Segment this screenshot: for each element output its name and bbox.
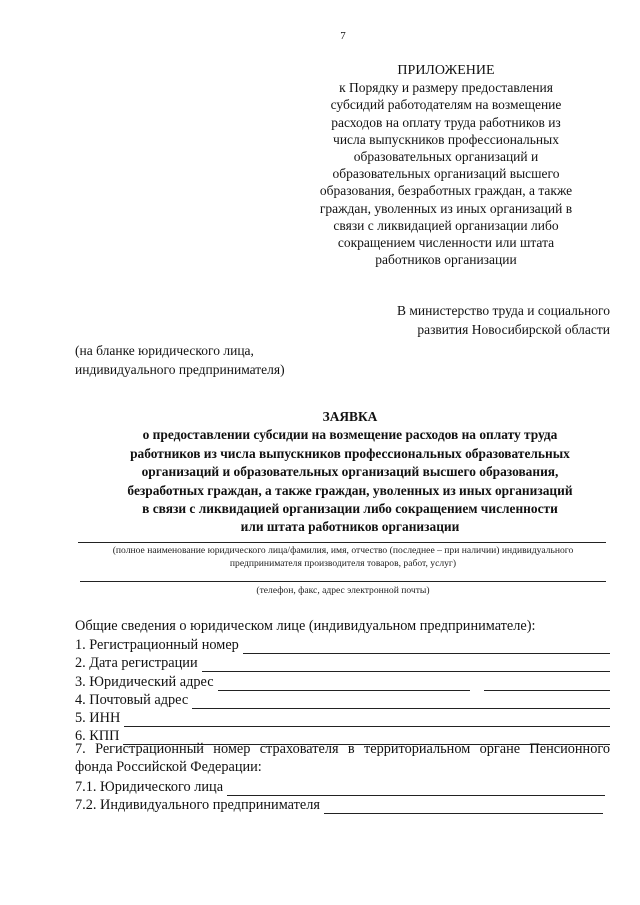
- appendix-line: связи с ликвидацией организации либо: [333, 217, 559, 233]
- organization-name-caption: (полное наименование юридического лица/фамилия, имя, отчество (последнее – при наличии) индивидуального предпринимателя производителя товаров, работ, услуг): [112, 545, 574, 569]
- addressee-block: [330, 301, 610, 339]
- field-postal-address: [75, 689, 610, 709]
- appendix-line: расходов на оплату труда работников из: [331, 114, 561, 130]
- field-registration-date: [75, 652, 610, 672]
- item7-text-continued: фонда Российской Федерации:: [75, 759, 262, 775]
- appendix-heading: ПРИЛОЖЕНИЕ: [397, 63, 495, 78]
- field-label: 1. Регистрационный номер: [75, 637, 239, 653]
- organization-name-line[interactable]: [78, 542, 606, 543]
- field-legal-address: [75, 671, 610, 691]
- registration-date-input[interactable]: [202, 656, 610, 672]
- field-label: 7.1. Юридического лица: [75, 779, 224, 795]
- contacts-caption: (телефон, факс, адрес электронной почты): [256, 585, 430, 596]
- field-registration-number: [75, 634, 610, 654]
- field-label: 7.2. Индивидуального предпринимателя: [75, 797, 320, 813]
- appendix-line: граждан, уволенных из иных организаций в: [319, 200, 573, 216]
- appendix-line: сокращением численности или штата: [337, 235, 555, 251]
- appendix-line: числа выпускников профессиональных: [333, 131, 559, 147]
- addressee-line: развития Новосибирской области: [417, 322, 610, 337]
- appendix-line: образовательных организаций высшего: [332, 166, 560, 182]
- item7-text: 7. Регистрационный номер страхователя в территориальном органе Пенсионного: [75, 741, 610, 757]
- appendix-line: работников организации: [375, 252, 517, 268]
- appendix-line: образования, безработных граждан, а также: [319, 183, 573, 199]
- page-number: 7: [340, 30, 346, 42]
- appendix-line: образовательных организаций и: [353, 149, 539, 165]
- field-label: 3. Юридический адрес: [75, 674, 214, 690]
- appendix-block: [300, 62, 592, 268]
- letterhead-note-line: (на бланке юридического лица,: [75, 343, 254, 358]
- field-label: 4. Почтовый адрес: [75, 692, 189, 708]
- individual-entrepreneur-input[interactable]: [324, 798, 603, 814]
- field-label: 5. ИНН: [75, 710, 121, 726]
- title-line: работников из числа выпускников профессиональных образовательных: [130, 445, 570, 461]
- title-heading: ЗАЯВКА: [322, 409, 378, 424]
- letterhead-note: [75, 341, 375, 379]
- title-line: организаций и образовательных организаций высшего образования,: [141, 464, 559, 480]
- addressee-line: В министерство труда и социального: [396, 303, 610, 318]
- field-label: 2. Дата регистрации: [75, 655, 198, 671]
- field-inn: [75, 707, 610, 727]
- title-line: о предоставлении субсидии на возмещение расходов на оплату труда: [142, 427, 558, 443]
- field-legal-entity: [75, 776, 605, 796]
- field-label: 6. КПП: [75, 728, 120, 744]
- letterhead-note-line: индивидуального предпринимателя): [75, 362, 285, 377]
- title-line: в связи с ликвидацией организации либо сокращением численности: [142, 501, 558, 517]
- appendix-line: к Порядку и размеру предоставления: [339, 80, 553, 96]
- contacts-line[interactable]: [80, 581, 606, 582]
- document-title: [70, 408, 630, 537]
- title-line: или штата работников организации: [240, 519, 460, 535]
- appendix-line: субсидий работодателям на возмещение: [330, 97, 562, 113]
- field-individual-entrepreneur: [75, 794, 603, 814]
- general-info-heading: Общие сведения о юридическом лице (индивидуальном предпринимателе):: [75, 618, 536, 634]
- title-line: безработных граждан, а также граждан, уволенных из иных организаций: [127, 482, 573, 498]
